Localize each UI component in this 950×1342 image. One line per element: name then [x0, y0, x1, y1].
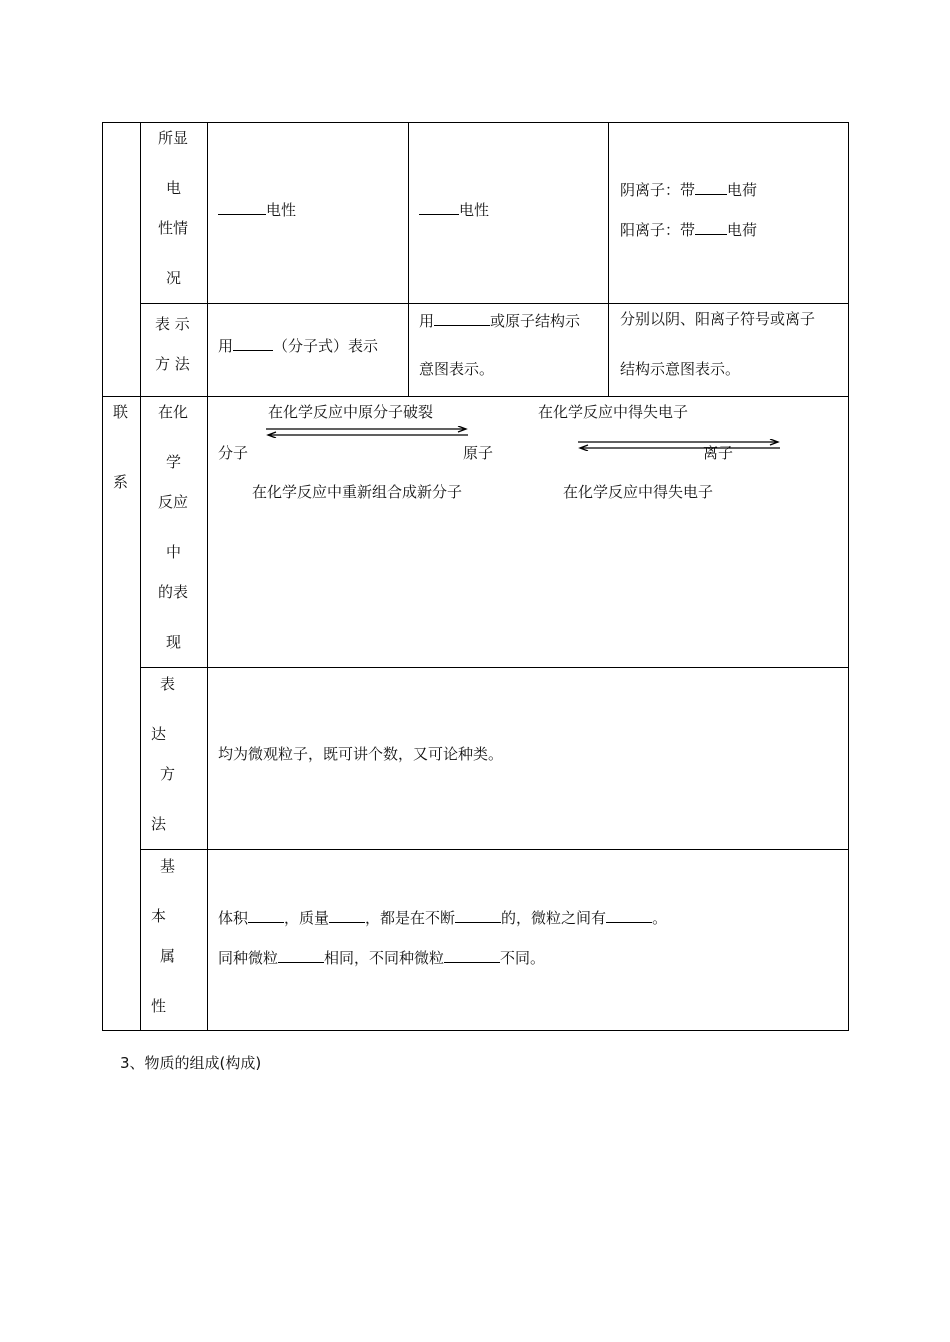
- expression-text: 均为微观粒子，既可讲个数，又可论种类。: [218, 745, 504, 763]
- molecule-node: 分子: [218, 444, 249, 462]
- cell-text: ，质量: [284, 909, 330, 927]
- label-line: 性: [151, 997, 167, 1015]
- cell-text: 用: [419, 312, 435, 330]
- label-line: 法: [151, 815, 167, 833]
- cell-text: 的，微粒之间有: [501, 909, 607, 927]
- ion-notation-line2: 结构示意图表示。: [620, 360, 741, 378]
- row-divider-expression: [140, 667, 849, 668]
- cell-text: （分子式）表示: [273, 337, 379, 355]
- table-border-left: [102, 122, 103, 1031]
- label-line: 方: [160, 765, 176, 783]
- label-line: 本: [151, 907, 167, 925]
- cell-text: 阳离子：带: [620, 221, 696, 239]
- cell-text: 电性: [266, 201, 297, 219]
- fill-blank[interactable]: [248, 906, 284, 923]
- row-divider-notation: [140, 303, 849, 304]
- fill-blank[interactable]: [419, 198, 459, 215]
- atom-to-ion-top-label: 在化学反应中得失电子: [538, 403, 689, 421]
- basic-line1: [218, 906, 667, 928]
- section-heading: 3、物质的组成(构成): [120, 1054, 262, 1072]
- anion-charge-line: [620, 178, 757, 200]
- label-line: 电: [166, 179, 182, 197]
- fill-blank[interactable]: [218, 198, 266, 215]
- relation-group-label: 系: [113, 473, 129, 491]
- cell-text: 体积: [218, 909, 249, 927]
- fill-blank[interactable]: [606, 906, 652, 923]
- cell-text: 阴离子：带: [620, 181, 696, 199]
- label-line: 方 法: [155, 355, 190, 373]
- cell-text: 电荷: [727, 181, 758, 199]
- fill-blank[interactable]: [233, 334, 273, 351]
- molecule-charge-cell: [218, 198, 296, 220]
- relation-group-label: 联: [113, 403, 129, 421]
- label-line: 学: [166, 453, 182, 471]
- label-line: 属: [160, 947, 176, 965]
- fill-blank[interactable]: [444, 946, 500, 963]
- fill-blank[interactable]: [455, 906, 501, 923]
- atom-to-ion-bottom-label: 在化学反应中得失电子: [563, 483, 714, 501]
- cell-text: 相同，不同种微粒: [324, 949, 445, 967]
- table-border-top: [102, 122, 849, 123]
- cell-text: 。: [652, 909, 668, 927]
- double-arrow-icon: [264, 426, 470, 438]
- col-divider-ion: [608, 122, 609, 397]
- cell-text: 不同。: [500, 949, 546, 967]
- cell-text: 同种微粒: [218, 949, 279, 967]
- label-line: 况: [166, 269, 182, 287]
- cell-text: ，都是在不断: [365, 909, 456, 927]
- atom-notation-line2: 意图表示。: [419, 360, 495, 378]
- cell-text: 或原子结构示: [490, 312, 581, 330]
- fill-blank[interactable]: [434, 309, 490, 326]
- label-line: 达: [151, 725, 167, 743]
- molecule-notation-cell: [218, 334, 378, 356]
- cation-charge-line: [620, 218, 757, 240]
- cell-text: 电性: [459, 201, 490, 219]
- col-divider-group: [140, 122, 141, 1031]
- label-line: 中: [166, 543, 182, 561]
- row-divider-basic: [140, 849, 849, 850]
- molecule-to-atom-top-label: 在化学反应中原分子破裂: [268, 403, 434, 421]
- fill-blank[interactable]: [695, 178, 727, 195]
- label-line: 所显: [158, 129, 189, 147]
- atom-charge-cell: [419, 198, 489, 220]
- label-line: 性情: [158, 219, 189, 237]
- label-line: 的表: [158, 583, 189, 601]
- label-line: 基: [160, 857, 176, 875]
- label-line: 表 示: [155, 315, 190, 333]
- atom-notation-line1: [419, 309, 580, 331]
- fill-blank[interactable]: [278, 946, 324, 963]
- label-line: 现: [166, 633, 182, 651]
- table-border-bottom: [102, 1030, 849, 1031]
- ion-notation-line1: 分别以阴、阳离子符号或离子: [620, 310, 816, 328]
- basic-line2: [218, 946, 545, 968]
- fill-blank[interactable]: [329, 906, 365, 923]
- col-divider-atom: [408, 122, 409, 397]
- ion-node: 离子: [703, 444, 734, 462]
- cell-text: 电荷: [727, 221, 758, 239]
- row-divider-relation: [102, 396, 849, 397]
- molecule-to-atom-bottom-label: 在化学反应中重新组合成新分子: [252, 483, 463, 501]
- label-line: 表: [160, 675, 176, 693]
- double-arrow-icon: [576, 439, 782, 451]
- table-border-right: [848, 122, 849, 1031]
- label-line: 在化: [158, 403, 189, 421]
- label-line: 反应: [158, 493, 189, 511]
- col-divider-label: [207, 122, 208, 1031]
- fill-blank[interactable]: [695, 218, 727, 235]
- cell-text: 用: [218, 337, 234, 355]
- atom-node: 原子: [463, 444, 494, 462]
